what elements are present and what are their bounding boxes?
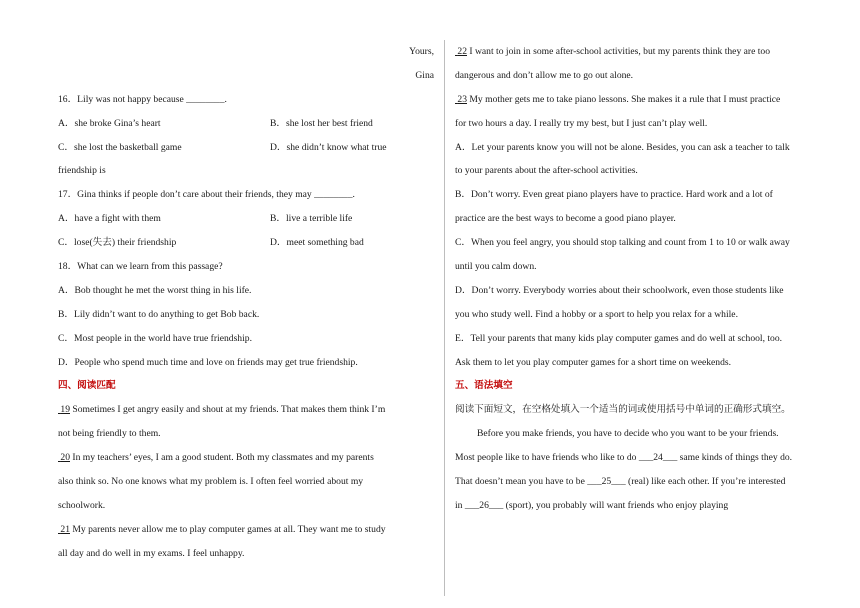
paragraph-21: 21 My parents never allow me to play computer games at all. They want me to study: [58, 518, 434, 542]
question-17-stem: 17．Gina thinks if people don’t care about their friends, they may ________.: [58, 189, 355, 201]
blank-number: 20: [60, 452, 70, 464]
paragraph-20-cont: schoolwork.: [58, 499, 106, 511]
match-option-c-cont: until you calm down.: [455, 261, 537, 273]
option-c: C．Most people in the world have true friendship.: [58, 332, 252, 344]
paragraph-22: 22 I want to join in some after-school activities, but my parents think they are too: [455, 40, 835, 64]
option-a: A．have a fight with them: [58, 213, 161, 225]
match-option-d-cont: you who study well. Find a hobby or a sport to help you relax for a while.: [455, 308, 738, 320]
option-a: A．she broke Gina’s heart: [58, 117, 161, 129]
paragraph-19-cont: not being friendly to them.: [58, 428, 161, 440]
option-d: D．she didn’t know what true: [270, 141, 387, 153]
option-a: A．Bob thought he met the worst thing in his life.: [58, 284, 252, 296]
blank-26: ___26___: [464, 499, 504, 511]
passage-line-1: Before you make friends, you have to decide who you want to be your friends.: [477, 428, 779, 440]
match-option-e: E．Tell your parents that many kids play computer games and do well at school, too.: [455, 332, 783, 344]
blank-25: ___25___: [587, 476, 626, 488]
passage-line-2: Most people like to have friends who like to do ___24___ same kinds of things they do.: [455, 452, 793, 464]
question-16-stem: 16．Lily was not happy because ________.: [58, 93, 227, 105]
passage-line-4: in ___26___ (sport), you probably will want friends who enjoy playing: [455, 499, 729, 511]
section-heading-grammar-fill: 五、语法填空: [455, 380, 513, 392]
match-option-e-cont: Ask them to let you play computer games for a short time on weekends.: [455, 356, 732, 368]
option-d: D．People who spend much time and love on friends may get true friendship.: [58, 356, 358, 368]
section-heading-reading-match: 四、阅读匹配: [58, 380, 116, 392]
option-b: B．Lily didn’t want to do anything to get Bob back.: [58, 308, 260, 320]
match-option-d: D．Don’t worry. Everybody worries about their schoolwork, even those students like: [455, 284, 784, 296]
match-option-a-cont: to your parents about the after-school activities.: [455, 165, 638, 177]
match-option-c: C．When you feel angry, you should stop talking and count from 1 to 10 or walk away: [455, 237, 790, 249]
match-option-b-cont: practice are the best ways to become a good piano player.: [455, 213, 676, 225]
paragraph-21-cont: all day and do well in my exams. I feel unhappy.: [58, 547, 245, 559]
blank-number: 23: [457, 93, 467, 105]
paragraph-23: 23 My mother gets me to take piano lessons. She makes it a rule that I must practice: [455, 88, 835, 112]
section-instruction: 阅读下面短文，在空格处填入一个适当的词或使用括号中单词的正确形式填空。: [455, 404, 791, 416]
letter-signature: Gina: [415, 69, 434, 81]
option-d: D．meet something bad: [270, 237, 364, 249]
blank-number: 19: [60, 404, 70, 416]
letter-closing: Yours,: [409, 46, 434, 57]
blank-number: 21: [60, 523, 70, 535]
option-b: B．she lost her best friend: [270, 117, 373, 129]
option-c: C．she lost the basketball game: [58, 141, 182, 153]
question-16-options-ab: [58, 112, 434, 136]
question-17-options-ab: [58, 207, 434, 231]
right-column: [455, 40, 835, 518]
paragraph-22-cont: dangerous and don’t allow me to go out alone.: [455, 69, 634, 81]
left-column: [58, 40, 434, 566]
blank-24: ___24___: [638, 452, 678, 464]
paragraph-20: 20 In my teachers’ eyes, I am a good student. Both my classmates and my parents: [58, 446, 434, 470]
option-b: B．live a terrible life: [270, 213, 353, 225]
option-d-continued: friendship is: [58, 165, 106, 177]
question-17-options-cd: [58, 231, 434, 255]
option-c: C．lose(失去) their friendship: [58, 237, 177, 249]
question-16-options-cd: [58, 136, 434, 160]
blank-number: 22: [457, 46, 467, 57]
paragraph-19: 19 Sometimes I get angry easily and shout at my friends. That makes them think I’m: [58, 398, 434, 422]
match-option-b: B．Don’t worry. Even great piano players have to practice. Hard work and a lot of: [455, 189, 773, 201]
match-option-a: A．Let your parents know you will not be alone. Besides, you can ask a teacher to talk: [455, 141, 790, 153]
paragraph-20-cont: also think so. No one knows what my problem is. I often feel worried about my: [58, 476, 364, 488]
column-divider: [444, 40, 445, 596]
passage-line-3: That doesn’t mean you have to be ___25___ (real) like each other. If you’re interested: [455, 476, 786, 488]
question-18-stem: 18．What can we learn from this passage?: [58, 261, 223, 273]
paragraph-23-cont: for two hours a day. I really try my best, but I just can’t play well.: [455, 117, 708, 129]
